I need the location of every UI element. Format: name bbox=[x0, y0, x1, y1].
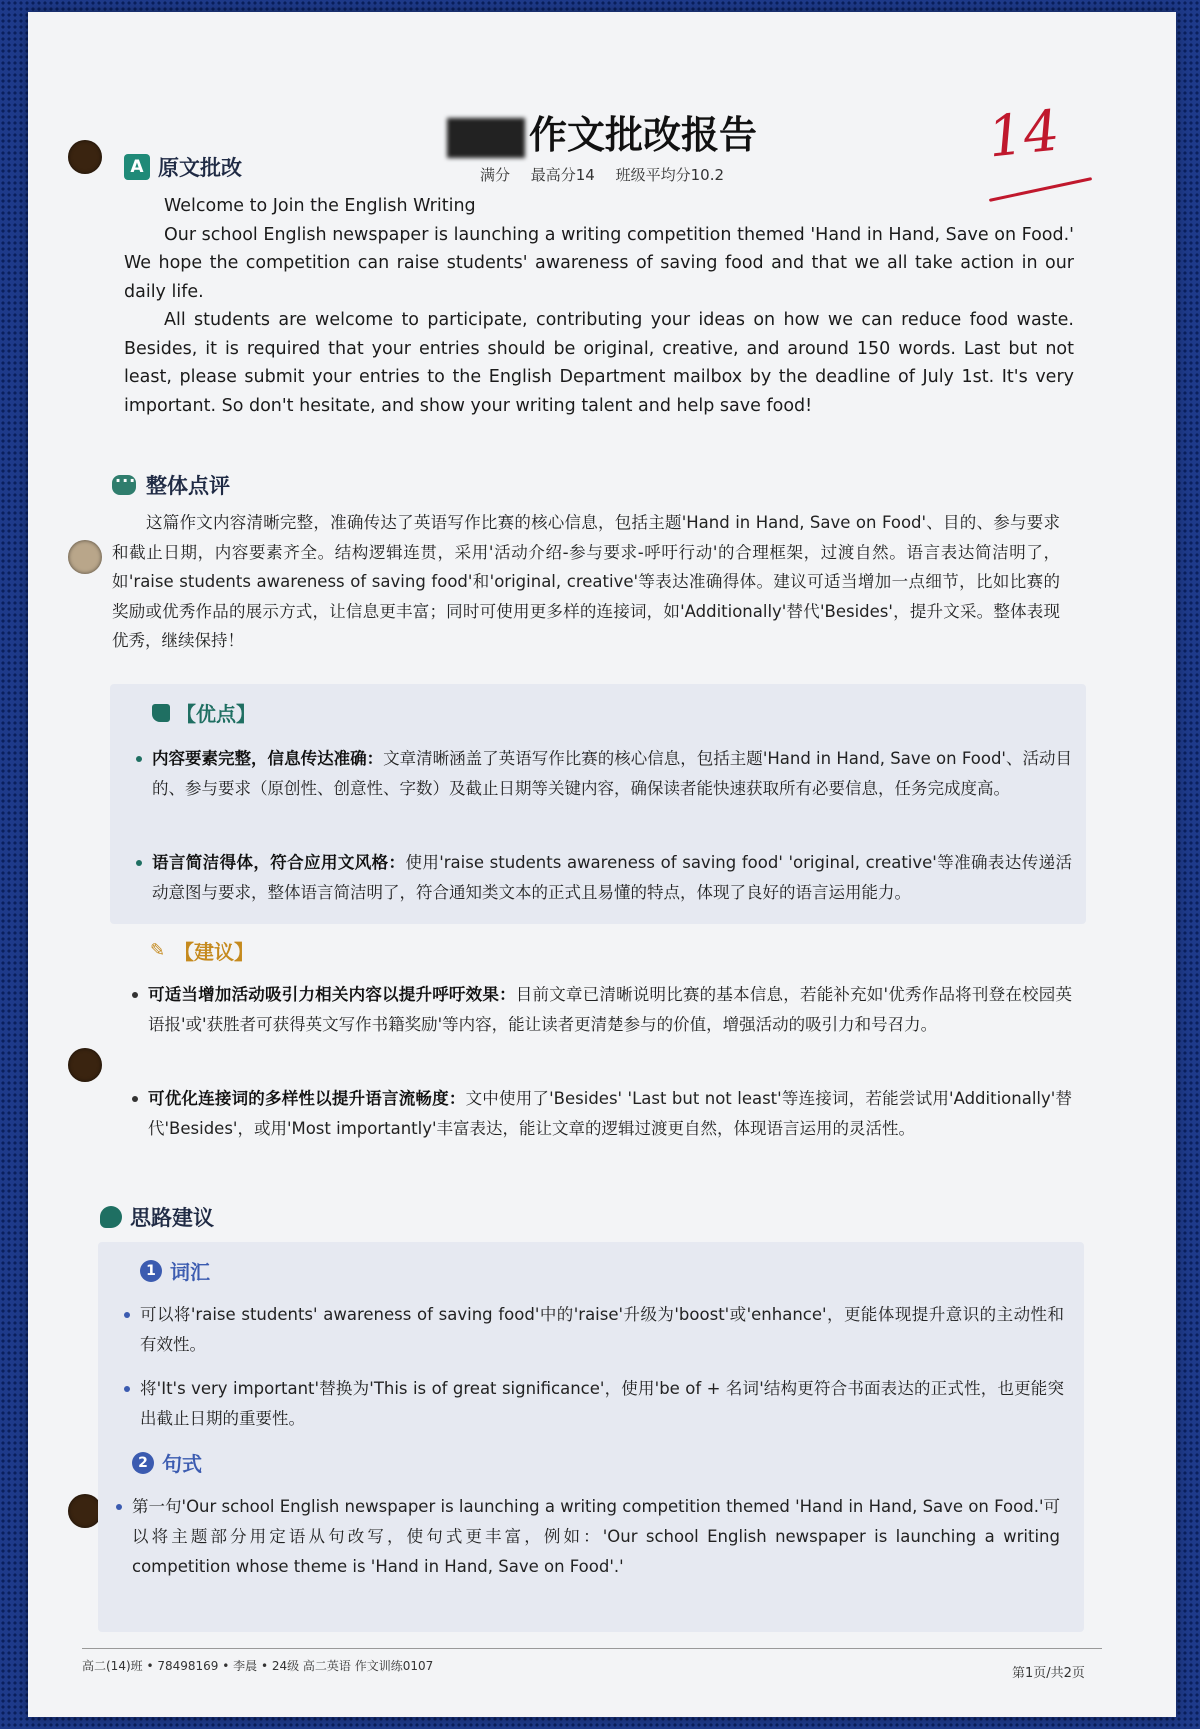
vocab-item-text: 可以将'raise students' awareness of saving food'中的'raise'升级为'boost'或'enhance'，更能体现提升意识的主动性和有效性。 bbox=[140, 1305, 1064, 1354]
suggestion-item bbox=[148, 1084, 1072, 1144]
suggestion-item bbox=[148, 980, 1072, 1040]
a-badge-icon: A bbox=[124, 154, 150, 180]
binder-hole bbox=[68, 1494, 102, 1528]
strength-item-title: 内容要素完整，信息传达准确： bbox=[152, 749, 384, 768]
essay-body bbox=[124, 192, 1074, 420]
suggestions-heading bbox=[150, 936, 254, 965]
number-two-icon: 2 bbox=[132, 1452, 154, 1474]
handwritten-score: 14 bbox=[984, 98, 1063, 171]
bullet-dot bbox=[136, 756, 142, 762]
essay-title: Welcome to Join the English Writing bbox=[164, 196, 476, 216]
chat-icon bbox=[112, 475, 136, 495]
sentence-heading bbox=[132, 1448, 202, 1477]
strength-item bbox=[152, 848, 1072, 908]
vocab-item bbox=[140, 1374, 1064, 1434]
report-title: 作文批改报告 bbox=[28, 104, 1176, 159]
number-one-icon: 1 bbox=[140, 1260, 162, 1282]
suggestion-item-title: 可优化连接词的多样性以提升语言流畅度： bbox=[148, 1089, 466, 1108]
essay-paragraph: All students are welcome to participate, contributing your ideas on how we can reduce food waste. Besides, it is required that your entries should be original, creative, and around 150 words. Last but not least, please submit your entries to the English Department mailbox by the deadline of July 1st. It's very important. So don't hesitate, and show your writing talent and help save food! bbox=[124, 310, 1074, 416]
bullet-dot bbox=[136, 860, 142, 866]
footer-student-info: 高二(14)班 • 78498169 • 李晨 • 24级 高二英语 作文训练0107 bbox=[82, 1659, 434, 1673]
bullet-dot bbox=[116, 1504, 122, 1510]
strength-item-text: 文章清晰涵盖了英语写作比赛的核心信息，包括主题'Hand in Hand, Save on Food'、活动目的、参与要求（原创性、创意性、字数）及截止日期等关键内容，确保读者能快速获取所有必要信息，任务完成度高。 bbox=[152, 749, 1072, 798]
ideas-heading-label: 思路建议 bbox=[130, 1206, 214, 1230]
vocab-item-text: 将'It's very important'替换为'This is of great significance'，使用'be of + 名词'结构更符合书面表达的正式性，也更能突出截止日期的重要性。 bbox=[140, 1379, 1064, 1428]
binder-hole bbox=[68, 1048, 102, 1082]
thumbs-up-icon bbox=[152, 704, 170, 722]
strength-item bbox=[152, 744, 1072, 804]
binder-hole bbox=[68, 540, 102, 574]
strength-item-title: 语言简洁得体，符合应用文风格： bbox=[152, 853, 406, 872]
paper-sheet bbox=[28, 12, 1176, 1717]
full-score-label: 满分 bbox=[479, 166, 510, 184]
strengths-heading-label: 【优点】 bbox=[176, 702, 256, 726]
suggestions-heading-label: 【建议】 bbox=[174, 940, 254, 964]
pencil-icon: ✎ bbox=[150, 939, 166, 961]
suggestion-item-title: 可适当增加活动吸引力相关内容以提升呼吁效果： bbox=[148, 985, 516, 1004]
bullet-dot bbox=[132, 1096, 138, 1102]
suggestion-item-text: 目前文章已清晰说明比赛的基本信息，若能补充如'优秀作品将刊登在校园英语报'或'获胜者可获得英文写作书籍奖励'等内容，能让读者更清楚参与的价值，增强活动的吸引力和号召力。 bbox=[148, 985, 1072, 1034]
footer-divider bbox=[82, 1648, 1102, 1649]
bullet-dot bbox=[124, 1386, 130, 1392]
essay-paragraph: Our school English newspaper is launching a writing competition themed 'Hand in Hand, Save on Food.' We hope the competition can raise students' awareness of saving food and that we all take action in our daily life. bbox=[124, 224, 1074, 302]
suggestion-item-text: 文中使用了'Besides' 'Last but not least'等连接词，若能尝试用'Additionally'替代'Besides'，或用'Most importantly'丰富表达，能让文章的逻辑过渡更自然，体现语言运用的灵活性。 bbox=[148, 1089, 1073, 1138]
sentence-heading-label: 句式 bbox=[162, 1452, 202, 1476]
sentence-item bbox=[132, 1492, 1060, 1582]
strengths-heading bbox=[152, 698, 256, 727]
overall-heading bbox=[112, 470, 230, 500]
ideas-heading bbox=[100, 1202, 214, 1232]
bullet-dot bbox=[124, 1312, 130, 1318]
original-heading-label: 原文批改 bbox=[158, 156, 242, 180]
bullet-dot bbox=[132, 992, 138, 998]
original-heading bbox=[124, 152, 242, 182]
vocab-heading bbox=[140, 1256, 210, 1285]
strength-item-text: 使用'raise students awareness of saving food' 'original, creative'等准确表达传递活动意图与要求，整体语言简洁明了，符合通知类文本的正式且易懂的特点，体现了良好的语言运用能力。 bbox=[152, 853, 1073, 902]
class-average: 班级平均分10.2 bbox=[615, 166, 725, 184]
overall-heading-label: 整体点评 bbox=[146, 474, 230, 498]
sentence-item-text: 第一句'Our school English newspaper is launching a writing competition themed 'Hand in Hand, Save on Food.'可以将主题部分用定语从句改写，使句式更丰富，例如：'Our school English newspaper is launching a writing competition whose theme is 'Hand in Hand, Save on Food'.' bbox=[132, 1497, 1060, 1576]
lightbulb-icon bbox=[100, 1206, 122, 1228]
footer-page-number: 第1页/共2页 bbox=[1012, 1666, 1085, 1681]
overall-comment: 这篇作文内容清晰完整，准确传达了英语写作比赛的核心信息，包括主题'Hand in Hand, Save on Food'、目的、参与要求和截止日期，内容要素齐全。结构逻辑连贯，采用'活动介绍-参与要求-呼吁行动'的合理框架，过渡自然。语言表达简洁明了，如'raise students awareness of saving food'和'original, creative'等表达准确得体。建议可适当增加一点细节，比如比赛的奖励或优秀作品的展示方式，让信息更丰富；同时可使用更多样的连接词，如'Additionally'替代'Besides'，提升文采。整体表现优秀，继续保持！ bbox=[112, 513, 1060, 650]
vocab-item bbox=[140, 1300, 1064, 1360]
redacted-block bbox=[447, 118, 525, 158]
max-score: 最高分14 bbox=[530, 166, 595, 184]
vocab-heading-label: 词汇 bbox=[170, 1260, 210, 1284]
